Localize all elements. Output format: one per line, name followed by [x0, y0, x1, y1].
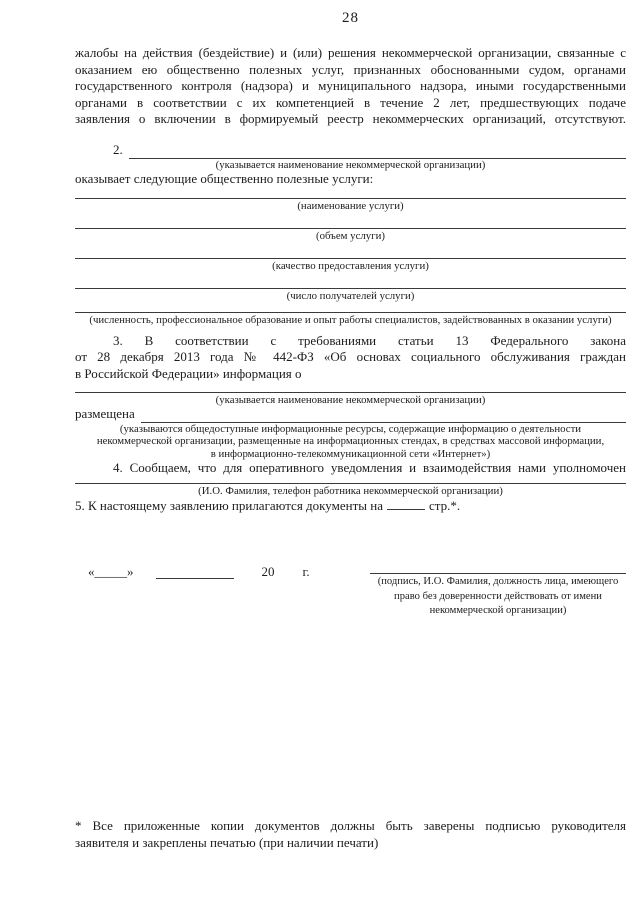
fill-line-service-quality	[75, 258, 626, 259]
caption-org-name-2: (указывается наименование некоммерческой организации)	[215, 393, 486, 406]
signature-line	[370, 573, 626, 574]
fill-line-org-name-2	[75, 392, 626, 393]
field-service-quality	[75, 258, 626, 273]
signature-day-quotes: «_____»	[88, 564, 134, 580]
caption-service-name: (наименование услуги)	[297, 199, 404, 212]
section5-prefix: 5. К настоящему заявлению прилагаются документы на	[75, 497, 383, 513]
section3-paragraph	[75, 333, 626, 383]
caption-service-volume: (объем услуги)	[316, 230, 385, 243]
signature-block	[75, 564, 626, 618]
caption-line: некоммерческой организации, размещенные на информационных стендах, в средствах массовой информации,	[96, 435, 605, 448]
section2-row	[75, 142, 626, 159]
text-line: от 28 декабря 2013 года № 442-ФЗ «Об основах социального обслуживания граждан	[75, 349, 626, 365]
caption-line: в информационно-телекоммуникационной сети «Интернет»)	[210, 447, 491, 460]
caption-line: (указываются общедоступные информационные ресурсы, содержащие информацию о деятельности	[119, 422, 582, 435]
fill-line-service-name	[75, 198, 626, 199]
placed-row	[75, 406, 626, 423]
section4-paragraph: 4. Сообщаем, что для оперативного уведомления и взаимодействия нами уполномочен	[113, 460, 626, 476]
fill-line-service-recipients	[75, 288, 626, 289]
caption-contact: (И.О. Фамилия, телефон работника некоммерческой организации)	[198, 485, 503, 498]
text-line: органами в соответствии с их компетенцией в течение 2 лет, предшествующих подаче	[75, 94, 626, 110]
fill-line-service-volume	[75, 228, 626, 229]
field-service-name	[75, 198, 626, 213]
section5-line	[75, 498, 626, 515]
section5-suffix: стр.*.	[428, 497, 461, 513]
caption-service-quality: (качество предоставления услуги)	[272, 259, 429, 272]
section2-intro: оказывает следующие общественно полезные услуги:	[75, 171, 374, 187]
placed-label: размещена	[75, 406, 135, 422]
field-service-volume	[75, 228, 626, 243]
text-line: в Российской Федерации» информация о	[75, 365, 302, 381]
footnote	[75, 818, 626, 851]
text-line: государственного контроля (надзора) и муниципального надзора, иными государственными	[75, 78, 626, 94]
fill-line-contact	[75, 483, 626, 484]
signature-caption-line: некоммерческой организации)	[429, 605, 567, 617]
footnote-line: * Все приложенные копии документов должны быть заверены подписью руководителя	[75, 818, 626, 834]
text-line: 3. В соответствии с требованиями статьи 13 Федерального закона	[113, 332, 626, 348]
signature-month-line	[156, 564, 234, 579]
fill-line-org-name	[129, 142, 626, 159]
fill-blank-pages	[387, 498, 425, 510]
footnote-line: заявителя и закреплены печатью (при наличии печати)	[75, 834, 379, 850]
field-specialists	[75, 312, 626, 327]
signature-year: 20	[261, 564, 275, 580]
field-contact	[75, 483, 626, 498]
signature-year-suffix: г.	[302, 564, 310, 580]
field-org-name-2	[75, 392, 626, 407]
fill-line-specialists	[75, 312, 626, 313]
field-service-recipients	[75, 288, 626, 303]
caption-service-recipients: (число получателей услуги)	[286, 289, 415, 302]
caption-resources	[75, 423, 626, 461]
signature-right-block	[370, 573, 626, 618]
text-line: жалобы на действия (бездействие) и (или) решения некоммерческой организации, связанные с	[75, 45, 626, 60]
caption-org-name: (указывается наименование некоммерческой организации)	[215, 158, 486, 171]
section2-number: 2.	[113, 141, 123, 157]
paragraph-complaints	[75, 45, 626, 128]
text-line: оказанием ею общественно полезных услуг, признанных обоснованными судом, органами	[75, 61, 626, 77]
caption-specialists: (численность, профессиональное образование и опыт работы специалистов, задействованных в оказании услуги)	[89, 314, 612, 327]
page-number: 28	[342, 10, 359, 26]
signature-caption-line: (подпись, И.О. Фамилия, должность лица, имеющего	[377, 576, 619, 588]
signature-caption-line: право без доверенности действовать от имени	[394, 590, 602, 602]
text-line: заявления о включении в формируемый реестр некоммерческих организаций, отсутствуют.	[75, 111, 626, 127]
